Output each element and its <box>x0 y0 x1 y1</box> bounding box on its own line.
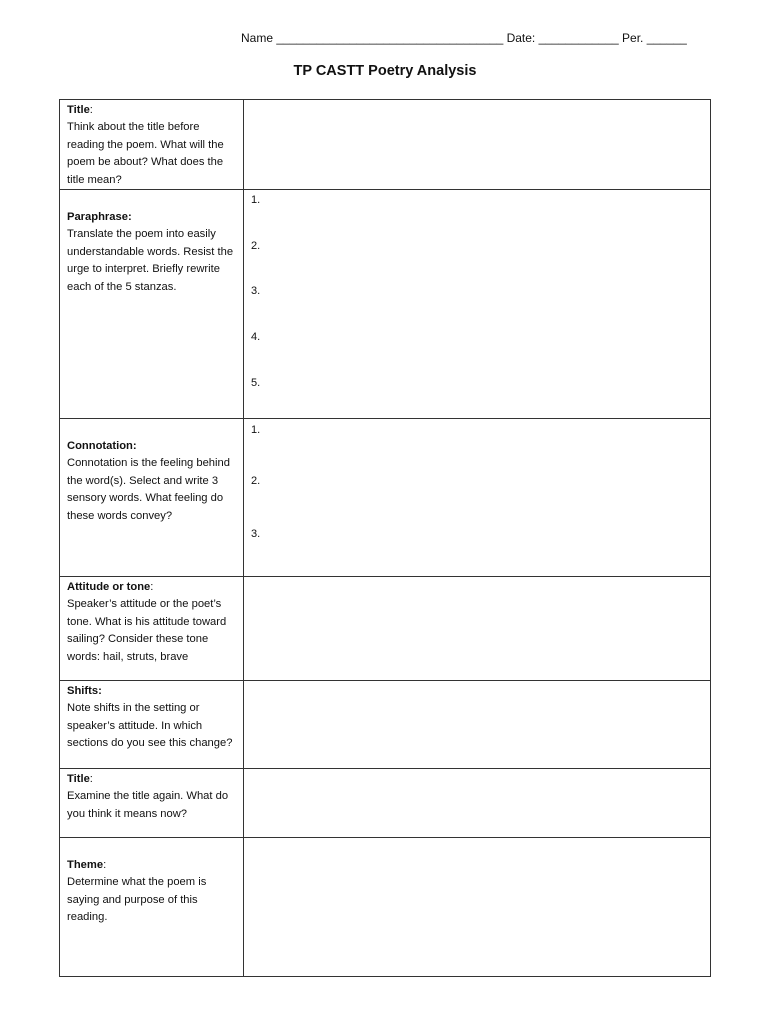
prompt-cell-shifts <box>60 681 244 769</box>
table-row <box>60 100 711 190</box>
row-label: Attitude or tone <box>67 581 151 594</box>
prompt-cell-theme: Theme: Determine what the poem is saying and purpose of this reading. <box>60 838 244 977</box>
row-instructions: Speaker’s attitude or the poet’s tone. What is his attitude toward sailing? Consider these tone words: hail, struts, brave <box>67 598 227 663</box>
prompt-cell-connotation <box>60 419 244 577</box>
list-number: 1. <box>251 424 261 437</box>
page-title: TP CASTT Poetry Analysis <box>293 63 477 79</box>
list-number: 5. <box>251 377 261 390</box>
table-row <box>60 190 711 419</box>
list-number: 1. <box>251 194 261 207</box>
tpcastt-table <box>59 99 711 977</box>
row-label: Shifts: <box>67 685 102 698</box>
table-row <box>60 681 711 769</box>
name-date-period-line[interactable]: Name __________________________________ Date: ____________ Per. ______ <box>241 31 687 45</box>
row-label: Paraphrase: <box>67 211 132 224</box>
table-row <box>60 419 711 577</box>
list-number: 3. <box>251 528 261 541</box>
row-instructions: Think about the title before reading the poem. What will the poem be about? What does the title mean? <box>67 121 224 186</box>
answer-cell-title[interactable] <box>244 100 711 190</box>
row-label: Title <box>67 773 90 786</box>
table-row <box>60 838 711 977</box>
row-instructions: Examine the title again. What do you think it means now? <box>67 790 229 820</box>
list-number: 2. <box>251 475 261 488</box>
answer-cell-connotation[interactable] <box>244 419 711 577</box>
row-instructions: Translate the poem into easily understandable words. Resist the urge to interpret. Briefly rewrite each of the 5 stanzas. <box>67 228 234 293</box>
list-number: 4. <box>251 331 261 344</box>
list-number: 2. <box>251 240 261 253</box>
prompt-cell-title: Title: Think about the title before reading the poem. What will the poem be about? What does the title mean? <box>60 100 244 190</box>
answer-cell-paraphrase[interactable] <box>244 190 711 419</box>
prompt-cell-title-again: Title: Examine the title again. What do you think it means now? <box>60 769 244 838</box>
prompt-cell-paraphrase <box>60 190 244 419</box>
answer-cell-attitude[interactable] <box>244 577 711 681</box>
answer-cell-theme[interactable] <box>244 838 711 977</box>
prompt-cell-attitude: Attitude or tone: Speaker’s attitude or the poet’s tone. What is his attitude toward sailing? Consider these tone words: hail, struts, brave <box>60 577 244 681</box>
row-instructions: Determine what the poem is saying and purpose of this reading. <box>67 876 207 924</box>
list-number: 3. <box>251 285 261 298</box>
answer-cell-title-again[interactable] <box>244 769 711 838</box>
row-label: Theme <box>67 859 104 872</box>
row-label: Title <box>67 104 90 116</box>
table-row <box>60 769 711 838</box>
row-label: Connotation: <box>67 440 137 453</box>
row-instructions: Note shifts in the setting or speaker’s attitude. In which sections do you see this change? <box>67 702 233 750</box>
row-instructions: Connotation is the feeling behind the word(s). Select and write 3 sensory words. What feeling do these words convey? <box>67 457 230 522</box>
table-row <box>60 577 711 681</box>
answer-cell-shifts[interactable] <box>244 681 711 769</box>
